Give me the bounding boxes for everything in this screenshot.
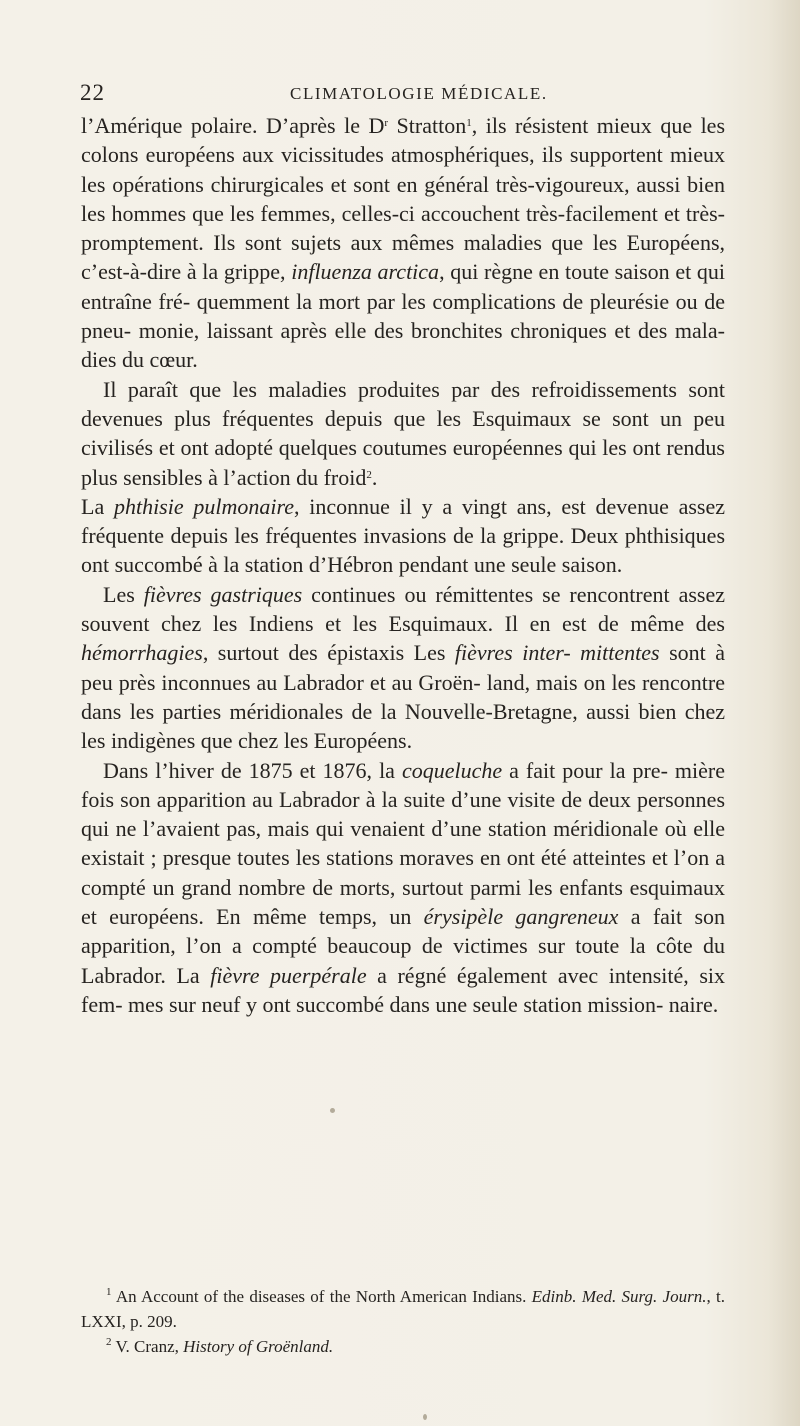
paragraph	[81, 492, 725, 580]
running-head	[80, 80, 730, 108]
text-run: même des	[630, 611, 725, 637]
running-title: CLIMATOLOGIE MÉDICALE.	[290, 84, 548, 103]
text-run: Stratton	[388, 113, 467, 138]
footnotes	[81, 1284, 725, 1359]
text-run: Deux phthisiques ont succombé à la station d’Hébron pendant	[81, 523, 726, 578]
text-run: mes sur neuf y ont succombé dans une seule station mission-	[128, 991, 664, 1017]
body-text	[81, 111, 725, 1019]
text-run: V. Cranz,	[111, 1337, 184, 1356]
text-run: .	[371, 464, 378, 490]
italic-text: fièvres inter-	[454, 640, 571, 666]
paragraph	[81, 756, 725, 1020]
paragraph	[81, 580, 725, 756]
text-run: qui les ont rendus plus sensibles à l’action du froid	[81, 435, 725, 490]
text-run: a fait pour la pre-	[502, 757, 668, 783]
italic-text: Med. Surg. Journ.	[581, 1287, 707, 1306]
paper-speck	[330, 1108, 335, 1113]
text-run: assez fréquente depuis les fréquentes invasions de la grippe.	[81, 493, 726, 549]
italic-text: coqueluche	[401, 757, 503, 783]
text-run: aux mêmes maladies que les Européens, c’est-à-dire à la grippe,	[81, 230, 726, 285]
text-run: de morts, surtout parmi les enfants esquimaux et européens. En	[81, 874, 725, 930]
text-run: un peu civilisés et ont adopté quelques coutumes européennes	[81, 405, 726, 461]
italic-text: érysipèle gangreneux	[423, 904, 619, 930]
text-run: a fait son apparition, l’on	[81, 904, 726, 959]
footnote	[81, 1284, 725, 1334]
text-run: que les colons européens aux vicissitudes atmosphériques, ils	[81, 113, 726, 168]
italic-text: fièvre puerpérale	[210, 962, 367, 988]
text-run: très-vigoureux, aussi bien les hommes que les femmes, celles-ci	[81, 171, 726, 226]
text-run: land, mais on les rencontre dans les parties méridionales de la	[81, 669, 725, 724]
text-run: , inconnue il y a vingt ans, est devenue	[293, 493, 669, 519]
text-run: station méridionale où elle existait ; presque toutes les stations	[81, 816, 726, 871]
text-run: deux personnes qui ne l’avaient pas, mais qui venaient d’une	[81, 786, 725, 842]
italic-text: hémorrhagies	[81, 640, 203, 666]
text-run: Les	[103, 581, 144, 607]
text-run: moraves en ont été atteintes et l’on a compté un grand nombre	[81, 845, 725, 900]
text-run: continues ou rémittentes se rencontrent	[302, 581, 670, 607]
paragraph	[81, 111, 725, 375]
page-number: 22	[80, 80, 105, 105]
text-run: , ils résistent mieux	[471, 113, 652, 138]
text-run: l’Amérique polaire. D’après le D	[81, 113, 385, 138]
text-run: , qui règne en toute saison et qui entraîne fré-	[81, 259, 726, 314]
text-run: assez souvent chez les Indiens et les Esquimaux. Il en est de	[81, 581, 725, 637]
italic-text: mittentes	[580, 640, 660, 666]
text-run: monie, laissant après elle des bronchites chroniques et des mala-	[138, 318, 726, 344]
italic-text: History of Groënland.	[183, 1337, 334, 1356]
reference-marker: r	[384, 117, 389, 129]
text-run: supportent mieux les opérations chirurgicales et sont en général	[81, 142, 726, 197]
italic-text: fièvres gastriques	[143, 581, 303, 607]
text-run: a compté beaucoup de victimes sur toute la côte du Labrador.	[81, 933, 726, 988]
text-run: a régné également avec intensité, six fem-	[81, 962, 725, 1017]
text-run: une seule saison.	[473, 552, 623, 578]
text-run: Européens.	[313, 728, 413, 754]
text-run: dies du cœur.	[81, 347, 198, 373]
text-run: même temps, un	[252, 904, 424, 930]
text-run: sont devenues plus fréquentes depuis que les Esquimaux se sont	[81, 376, 726, 431]
paragraph	[81, 375, 725, 492]
text-run: , t. LXXI, p. 209.	[81, 1287, 725, 1331]
italic-text: phthisie pulmonaire	[113, 493, 294, 519]
italic-text: Edinb.	[531, 1287, 577, 1306]
reference-marker: 2	[106, 1336, 112, 1348]
text-run: Il paraît que les maladies produites par des refroidissements	[103, 376, 677, 402]
paper-speck	[423, 1414, 427, 1420]
text-run: Dans l’hiver de 1875 et 1876, la	[103, 757, 402, 783]
reference-marker: 1	[106, 1286, 112, 1298]
text-run: accouchent très-facilement et très-promptement. Ils sont sujets	[81, 200, 725, 256]
text-run: naire.	[668, 991, 719, 1017]
footnote	[81, 1334, 725, 1359]
italic-text: influenza arctica	[291, 259, 440, 285]
text-run: mière fois son apparition au Labrador à la suite d’une visite de	[81, 757, 726, 812]
text-run: Nouvelle-Bretagne, aussi bien chez les indigènes que chez les	[81, 698, 726, 754]
text-run: sont à peu près inconnues au Labrador et au Groën-	[81, 640, 725, 695]
text-run: La	[176, 962, 211, 988]
text-run: quemment la mort par les complications de pleurésie ou de pneu-	[81, 288, 725, 344]
reference-marker: 2	[366, 468, 372, 481]
text-run: An Account of the diseases of the North American Indians.	[111, 1287, 532, 1306]
text-run: , surtout des épistaxis Les	[202, 640, 455, 666]
reference-marker: 1	[466, 117, 472, 129]
text-run: La	[81, 493, 114, 519]
